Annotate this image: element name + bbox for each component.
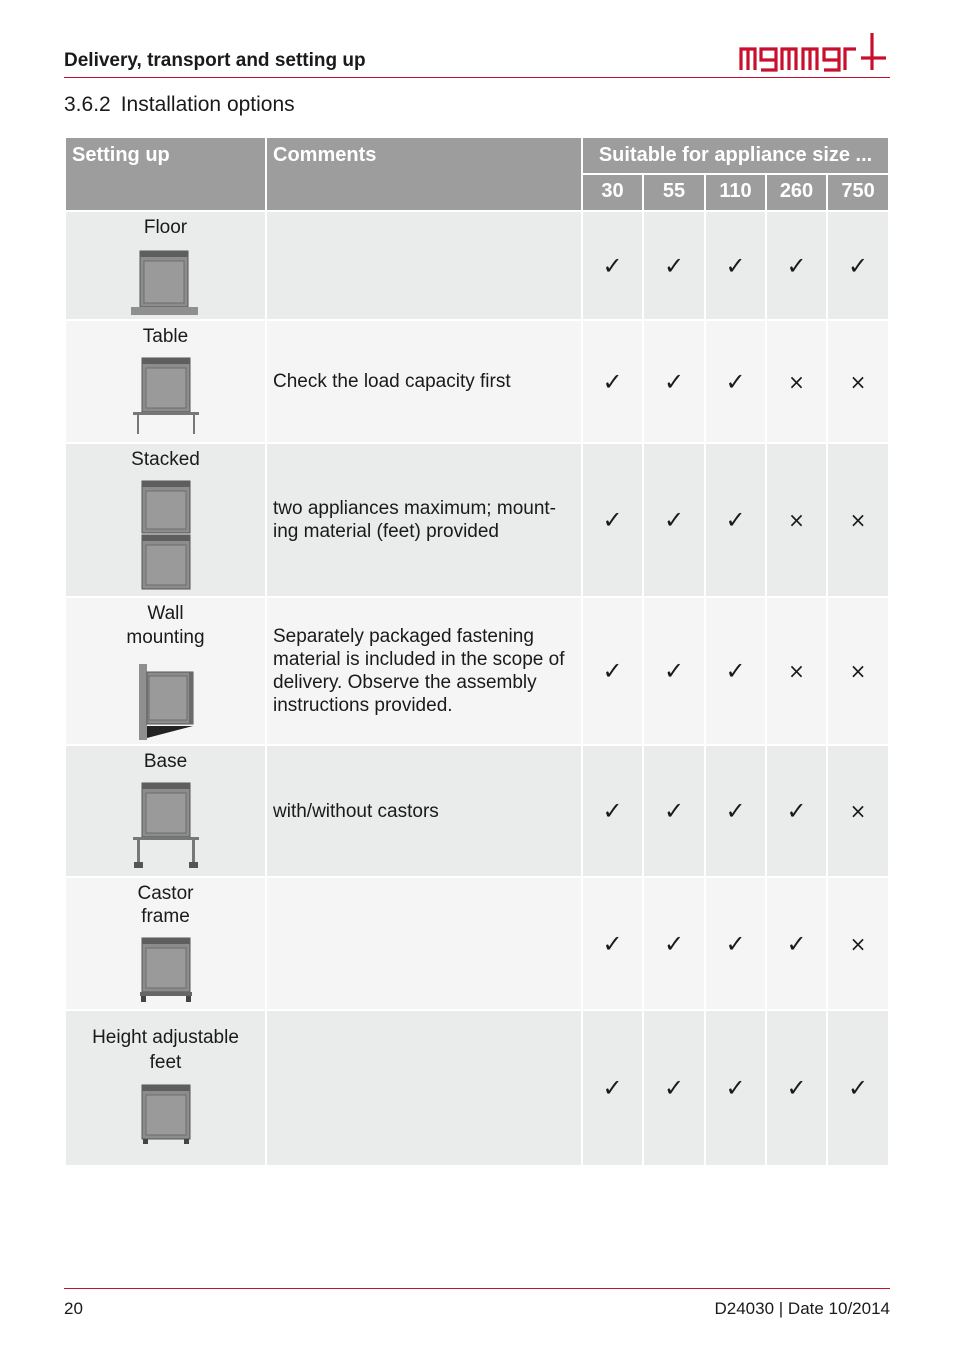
setup-label: Stacked [131,449,200,470]
comment-cell: Check the load capacity first [267,321,583,444]
comment-cell: two appliances maximum; mount-ing material (feet) provided [267,444,583,598]
setup-cell [66,321,267,444]
setup-label: Height adjustable feet [92,1027,239,1073]
comment-cell [267,878,583,1011]
suitability-mark: ✓ [706,321,767,444]
comment-cell [267,1011,583,1167]
suitability-mark: ✓ [644,746,706,878]
table-row [66,321,888,444]
suitability-mark: ✓ [706,746,767,878]
suitability-mark: ✓ [644,878,706,1011]
memmert-logo [738,30,890,72]
suitability-mark: ✓ [583,598,644,746]
suitability-mark: ✓ [767,878,828,1011]
page-number: 20 [64,1299,83,1318]
setup-cell [66,444,267,598]
suitability-mark: ✓ [706,444,767,598]
suitability-mark: × [828,444,888,598]
document-reference: D24030 | Date 10/2014 [714,1299,890,1318]
comment-cell: with/without castors [267,746,583,878]
suitability-mark: × [828,746,888,878]
suitability-mark: ✓ [583,1011,644,1167]
section-number: 3.6.2 [64,93,111,116]
section-heading [64,93,295,117]
suitability-mark: ✓ [767,746,828,878]
setup-label: Table [142,326,189,347]
header-size-750: 750 [828,175,888,212]
suitability-mark: ✓ [583,321,644,444]
section-title: Installation options [120,93,295,116]
header-rule [64,77,890,78]
suitability-mark: ✓ [644,598,706,746]
appliance-on-castor-frame-icon [131,936,201,1004]
header-comments: Comments [267,138,583,212]
header-suitable-sizes: Suitable for appliance size ... [583,138,888,175]
header-size-55: 55 [644,175,706,212]
wall-mounted-appliance-icon [131,662,201,742]
setup-label: Base [143,751,188,772]
appliance-on-base-icon [131,781,201,873]
table-row [66,878,888,1011]
setup-label: Wall mounting [126,603,205,648]
suitability-mark: × [767,444,828,598]
suitability-mark: ✓ [644,1011,706,1167]
suitability-mark: ✓ [583,444,644,598]
suitability-mark: ✓ [644,444,706,598]
header-size-30: 30 [583,175,644,212]
suitability-mark: ✓ [767,1011,828,1167]
suitability-mark: ✓ [706,598,767,746]
setup-cell [66,212,267,321]
suitability-mark: ✓ [583,878,644,1011]
stacked-appliances-icon [131,479,201,591]
running-header-title: Delivery, transport and setting up [64,50,366,71]
setup-cell [66,878,267,1011]
suitability-mark: × [828,878,888,1011]
suitability-mark: ✓ [644,321,706,444]
setup-label: Floor [143,217,188,238]
table-row [66,746,888,878]
setup-cell [66,598,267,746]
setup-cell [66,746,267,878]
table-row [66,444,888,598]
suitability-mark: ✓ [583,746,644,878]
appliance-with-adjustable-feet-icon [131,1083,201,1145]
suitability-mark: ✓ [828,1011,888,1167]
table-row [66,212,888,321]
suitability-mark: × [828,321,888,444]
header-size-260: 260 [767,175,828,212]
appliance-on-floor-icon [131,247,201,315]
suitability-mark: ✓ [767,212,828,321]
suitability-mark: ✓ [644,212,706,321]
header-size-110: 110 [706,175,767,212]
suitability-mark: ✓ [583,212,644,321]
installation-options-table [66,138,888,1167]
table-row [66,598,888,746]
suitability-mark: ✓ [706,212,767,321]
suitability-mark: × [767,321,828,444]
suitability-mark: × [767,598,828,746]
appliance-on-table-icon [131,356,201,436]
suitability-mark: × [828,598,888,746]
table-row [66,1011,888,1167]
setup-label: Castor frame [137,883,194,927]
footer-rule [64,1288,890,1289]
header-setting-up: Setting up [66,138,267,212]
suitability-mark: ✓ [706,878,767,1011]
comment-cell: Separately packaged fastening material is included in the scope of delivery. Observe the assembly instructions provided. [267,598,583,746]
setup-cell [66,1011,267,1167]
comment-cell [267,212,583,321]
suitability-mark: ✓ [828,212,888,321]
suitability-mark: ✓ [706,1011,767,1167]
